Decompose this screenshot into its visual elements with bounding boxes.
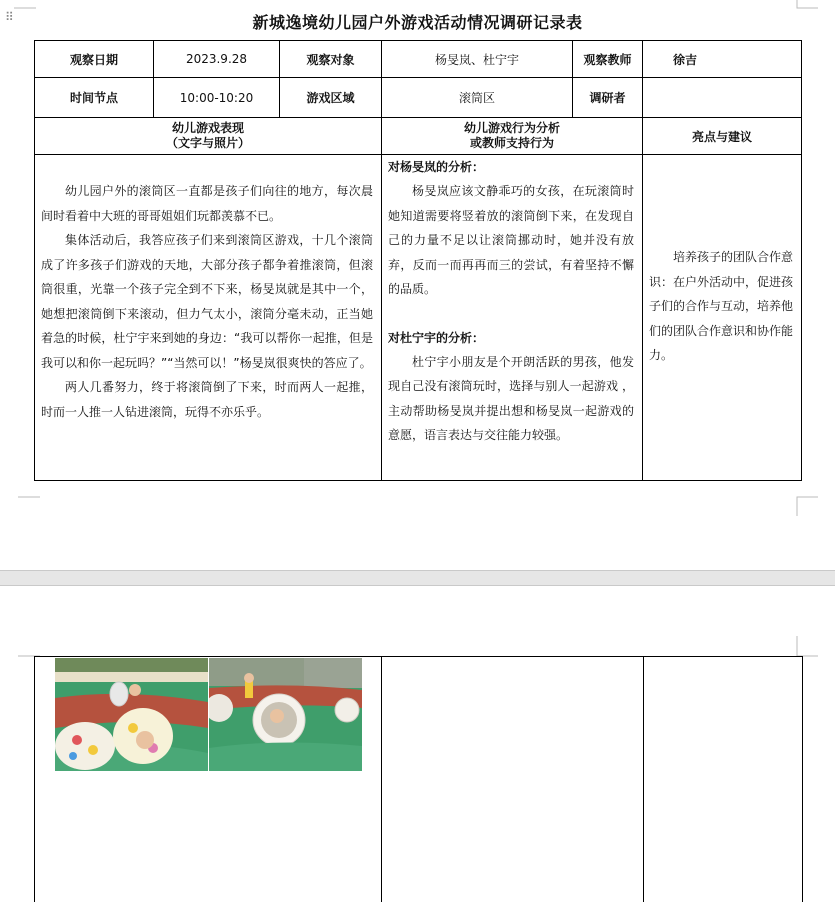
performance-cell[interactable] [35, 155, 382, 481]
observe-teacher-label: 观察教师 [573, 41, 643, 78]
col-header-performance-line1: 幼儿游戏表现 [171, 121, 244, 135]
crop-mark-bottom-left [18, 496, 40, 518]
observe-date-label: 观察日期 [35, 41, 154, 78]
record-table-continued [34, 656, 803, 902]
researcher-value[interactable] [643, 78, 802, 118]
activity-photo-2[interactable] [209, 658, 362, 771]
col-header-analysis-line2: 或教师支持行为 [469, 136, 554, 150]
col-header-analysis-line1: 幼儿游戏行为分析 [463, 121, 560, 135]
activity-photo-1[interactable] [55, 658, 208, 771]
page-separator [0, 570, 835, 586]
time-label: 时间节点 [35, 78, 154, 118]
photo-2-image [209, 658, 362, 771]
analysis-b-text: 杜宁宇小朋友是个开朗活跃的男孩，他发现自己没有滚筒玩时，选择与别人一起游戏 ，主动帮助杨旻岚并提出想和杨旻岚一起游戏的意愿，语言表达与交往能力较强。 [388, 354, 634, 442]
crop-mark-top-left-p2 [18, 636, 40, 658]
analysis-cell[interactable] [382, 155, 643, 481]
observe-date-value[interactable]: 2023.9.28 [154, 41, 280, 78]
crop-mark-bottom-right [796, 496, 818, 518]
suggestion-text: 培养孩子的团队合作意识：在户外活动中，促进孩子们的合作与互动，培养他们的团队合作意识和协作能力。 [649, 250, 794, 362]
performance-paragraph-1: 幼儿园户外的滚筒区一直都是孩子们向往的地方，每次晨间时看着中大班的哥哥姐姐们玩都羡慕不已。 [41, 184, 373, 223]
document-title: 新城逸境幼儿园户外游戏活动情况调研记录表 [252, 13, 583, 32]
col-header-performance-line2: （文字与照片） [165, 136, 250, 150]
analysis-spacer [388, 302, 634, 326]
col-header-analysis [382, 118, 643, 155]
document-page-2 [0, 586, 835, 899]
area-label: 游戏区域 [280, 78, 382, 118]
performance-cell-continued[interactable] [35, 657, 382, 902]
performance-paragraph-3: 两人几番努力，终于将滚筒倒了下来，时而两人一起推，时而一人推一人钻进滚筒，玩得不亦乐乎。 [41, 380, 373, 419]
observe-target-label: 观察对象 [280, 41, 382, 78]
analysis-a-title: 对杨旻岚的分析： [388, 160, 485, 174]
col-header-suggestion: 亮点与建议 [643, 118, 802, 155]
area-value[interactable]: 滚筒区 [382, 78, 573, 118]
record-table [34, 40, 802, 481]
table-move-handle[interactable]: ⠿ [5, 10, 15, 24]
analysis-a-text: 杨旻岚应该文静乖巧的女孩，在玩滚筒时她知道需要将竖着放的滚筒倒下来，在发现自己的力量不足以让滚筒挪动时，她并没有放弃，反而一而再再而三的尝试，有着坚持不懈的品质。 [388, 184, 634, 296]
analysis-b-title: 对杜宁宇的分析： [388, 330, 485, 345]
observe-target-value[interactable]: 杨旻岚、杜宁宇 [382, 41, 573, 78]
performance-paragraph-2: 集体活动后，我答应孩子们来到滚筒区游戏，十几个滚筒成了许多孩子们游戏的天地，大部分孩子都争着推滚筒，但滚筒很重，光靠一个孩子完全到不下来，杨旻岚就是其中一个，她想把滚筒倒下来滚动，但力气太小，滚筒分毫未动，正当她着急的时候，杜宁宇来到她的身边：“我可以帮你一起推，但是我可以和你一起玩吗？”“当然可以！”杨旻岚很爽快的答应了。 [41, 233, 373, 370]
photo-1-image [55, 658, 208, 771]
crop-mark-top-right-p2 [796, 636, 818, 658]
analysis-cell-continued[interactable] [382, 657, 644, 902]
suggestion-cell-continued[interactable] [644, 657, 803, 902]
researcher-label: 调研者 [573, 78, 643, 118]
suggestion-cell[interactable] [643, 155, 802, 481]
observe-teacher-value[interactable]: 徐吉 [643, 41, 802, 78]
time-value[interactable]: 10:00-10:20 [154, 78, 280, 118]
col-header-performance [35, 118, 382, 155]
